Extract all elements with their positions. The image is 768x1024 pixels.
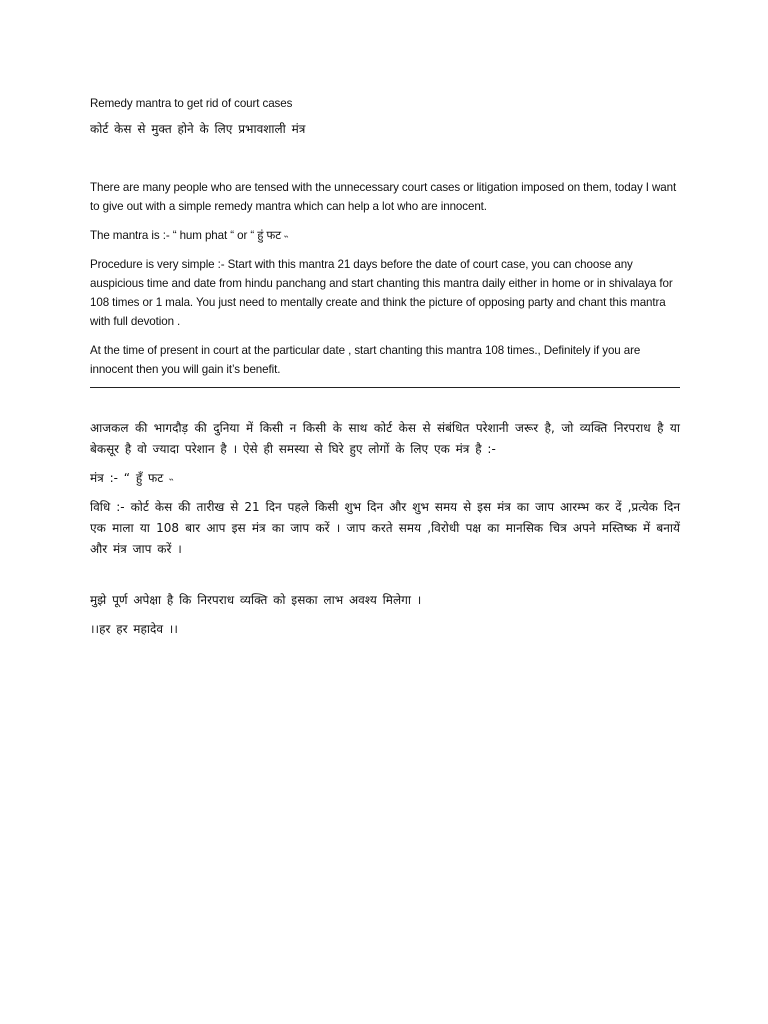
english-procedure-paragraph: Procedure is very simple :- Start with this mantra 21 days before the date of court case, you can choose any auspicious time and date from hindu panchang and start chanting this mantra daily either in home or in shivalaya for 108 times or 1 mala. You just need to mentally create and think the picture of opposing party and chant this mantra with full devotion .	[90, 258, 673, 328]
hindi-hope-line: मुझे पूर्ण अपेक्षा है कि निरपराध व्यक्ति को इसका लाभ अवश्य मिलेगा ।	[90, 593, 422, 607]
english-court-time-paragraph: At the time of present in court at the particular date , start chanting this mantra 108 times., Definitely if you are innocent then you will gain it’s benefit.	[90, 344, 641, 376]
hindi-closing-line: ।।हर हर महादेव ।।	[90, 622, 178, 636]
hindi-mantra-line: मंत्र :- “ हुँ फट ˵	[90, 471, 174, 485]
hindi-intro-paragraph: आजकल की भागदौड़ की दुनिया में किसी न किसी के साथ कोर्ट केस से संबंधित परेशानी जरूर है, जो व्यक्ति निरपराध है या बेकसूर है वो ज्यादा परेशान है । ऐसे ही समस्या से घिरे हुए लोगों के लिए एक मंत्र है :-	[90, 421, 680, 456]
document-subtitle-hindi: कोर्ट केस से मुक्त होने के लिए प्रभावशाली मंत्र	[90, 122, 306, 136]
english-intro-paragraph: There are many people who are tensed with the unnecessary court cases or litigation imposed on them, today I want to give out with a simple remedy mantra which can help a lot who are innocent.	[90, 181, 677, 213]
hindi-vidhi-paragraph: विधि :- कोर्ट केस की तारीख से 21 दिन पहले किसी शुभ दिन और शुभ समय से इस मंत्र का जाप आरम्भ कर दें ,प्रत्येक दिन एक माला या 108 बार आप इस मंत्र का जाप करें । जाप करते समय ,विरोधी पक्ष का मानसिक चित्र अपने मस्तिष्क में बनायें और मंत्र जाप करें ।	[90, 500, 680, 556]
document-title: Remedy mantra to get rid of court cases	[90, 97, 293, 110]
section-divider	[90, 387, 680, 388]
document-page	[90, 94, 680, 648]
english-mantra-line: The mantra is :- “ hum phat “ or “ हुं फट ˵	[90, 229, 288, 242]
